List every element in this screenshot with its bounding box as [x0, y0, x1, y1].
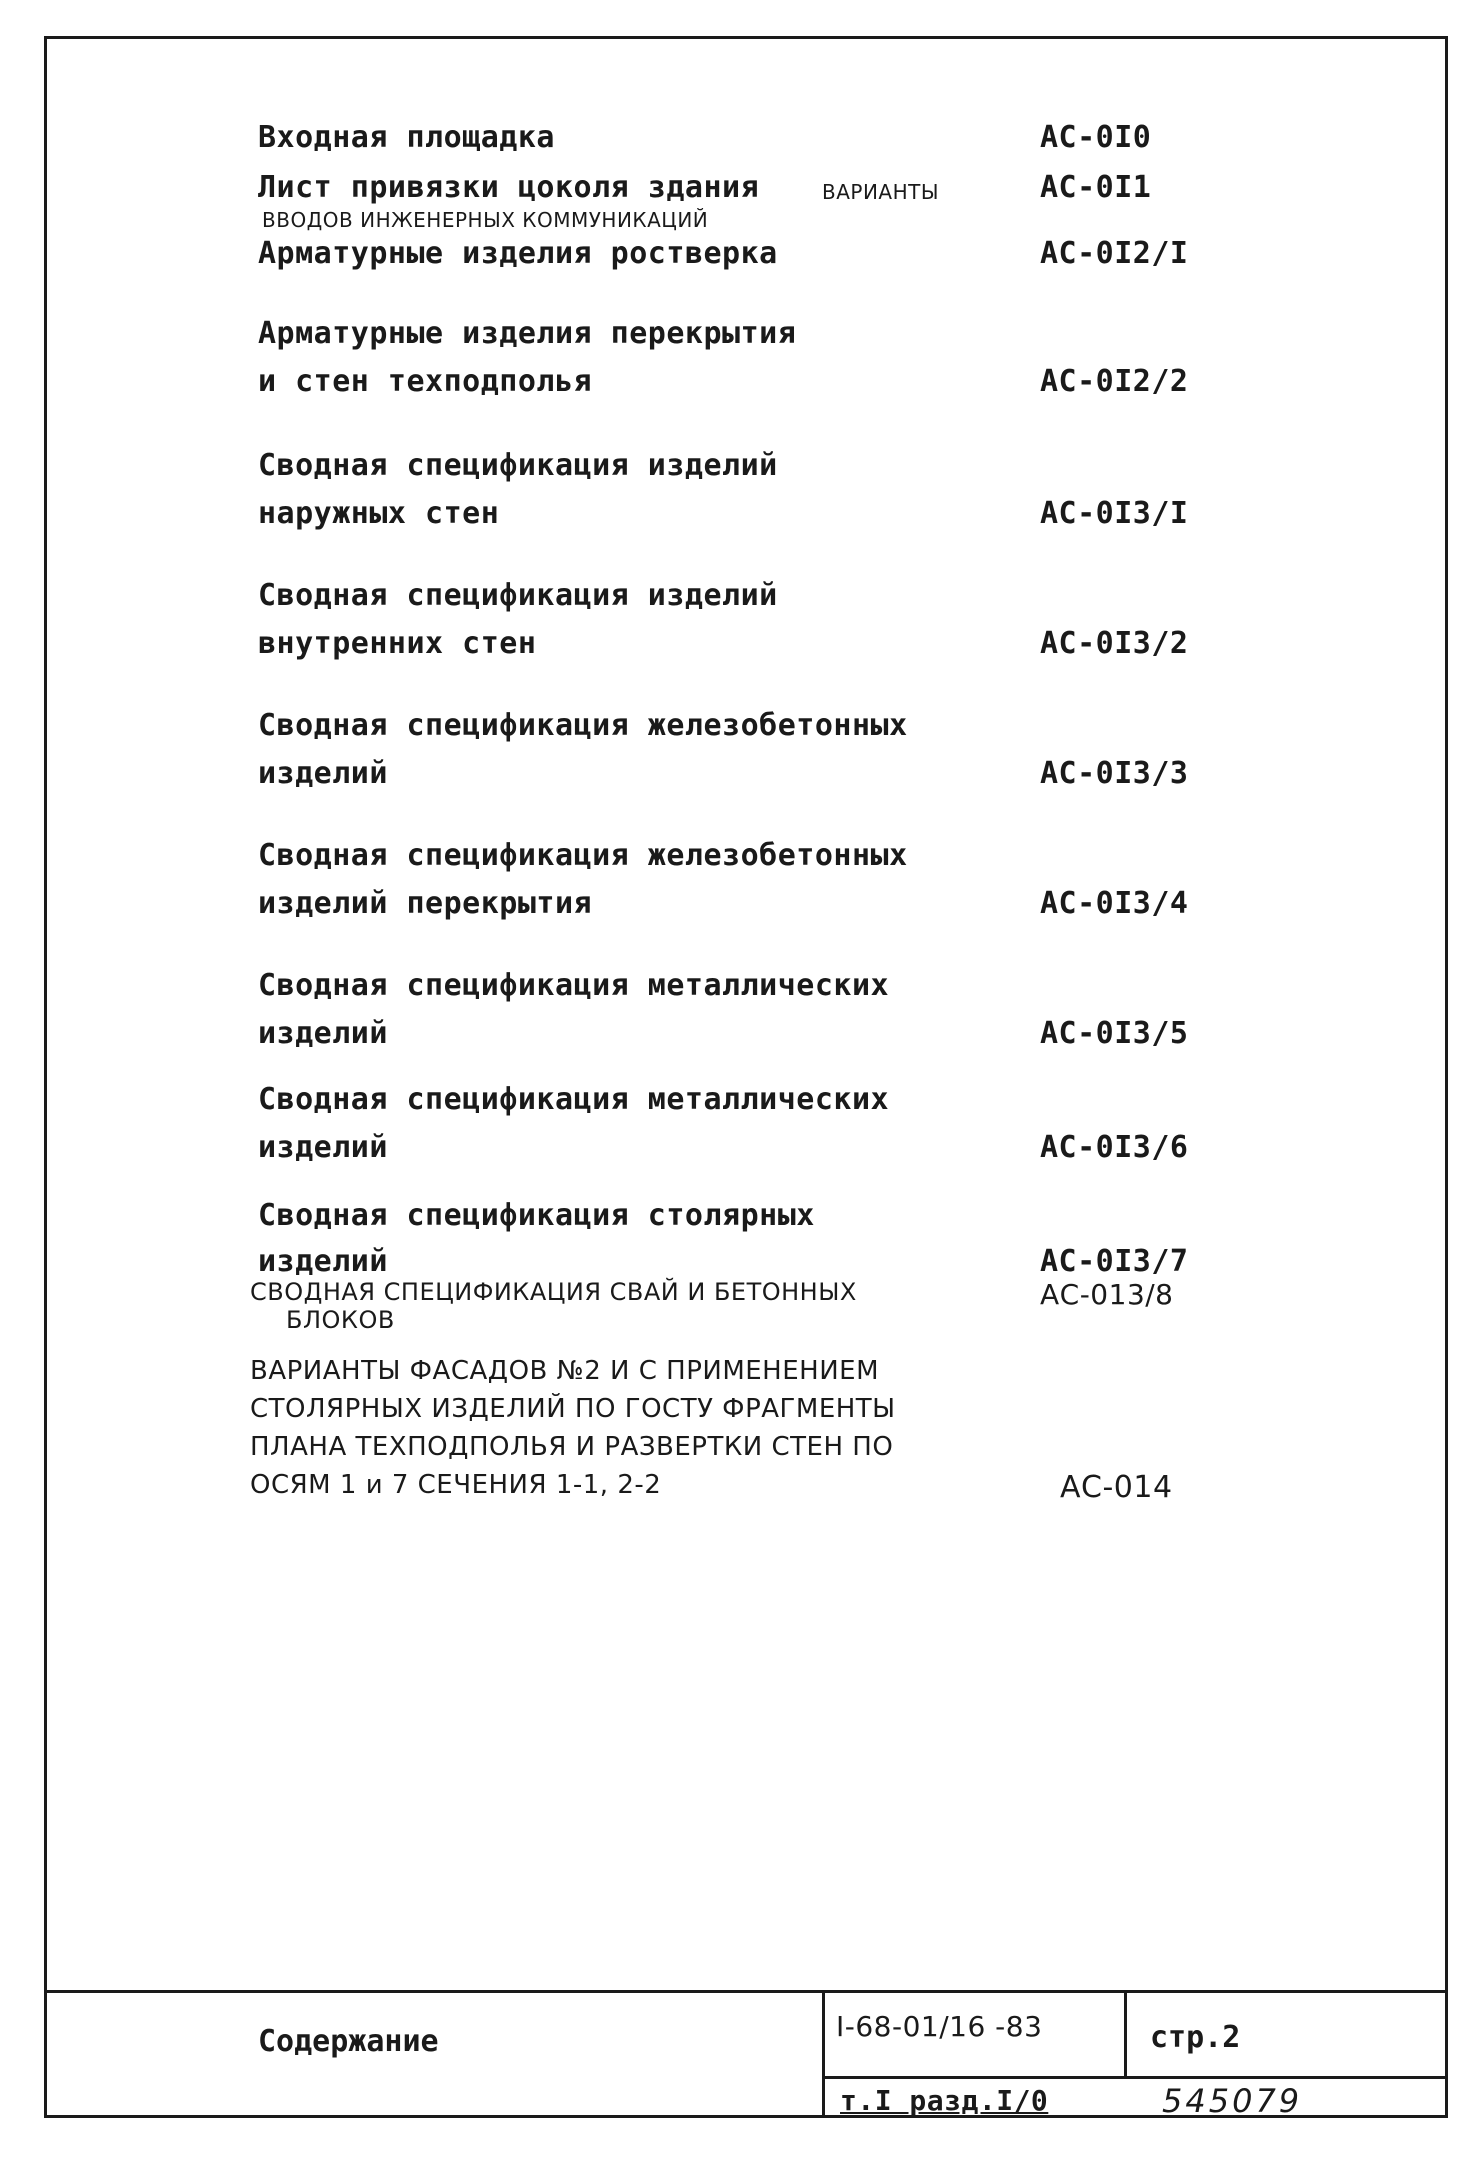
title-block-divider	[822, 1990, 825, 2118]
entry-code: АС-0I1	[1040, 170, 1152, 205]
entry-title: ОСЯМ 1 и 7 СЕЧЕНИЯ 1-1, 2-2	[250, 1470, 662, 1500]
entry-title: Сводная спецификация металлических	[258, 1082, 890, 1117]
entry-code: АС-014	[1060, 1470, 1173, 1505]
entry-title: Сводная спецификация столярных	[258, 1198, 815, 1233]
entry-title: БЛОКОВ	[286, 1306, 395, 1334]
entry-code: АС-0I0	[1040, 120, 1152, 155]
entry-code: АС-0I2/I	[1040, 236, 1189, 271]
inventory-number: 545079	[1162, 2082, 1303, 2120]
entry-title: и стен техподполья	[258, 364, 593, 399]
entry-title: Входная площадка	[258, 120, 555, 155]
entry-title: изделий	[258, 1244, 388, 1279]
entry-title: Арматурные изделия ростверка	[258, 236, 778, 271]
entry-code: АС-0I3/2	[1040, 626, 1189, 661]
entry-title: Сводная спецификация железобетонных	[258, 708, 908, 743]
entry-title: наружных стен	[258, 496, 500, 531]
entry-title: ПЛАНА ТЕХПОДПОЛЬЯ И РАЗВЕРТКИ СТЕН ПО	[250, 1432, 894, 1462]
title-block-page: стр.2	[1150, 2020, 1241, 2055]
entry-code: АС-0I2/2	[1040, 364, 1189, 399]
handwritten-note: ВАРИАНТЫ	[822, 180, 940, 204]
entry-title: изделий	[258, 756, 388, 791]
title-block-doc-code: I-68-01/16 -83	[836, 2010, 1043, 2043]
entry-code: АС-0I3/6	[1040, 1130, 1189, 1165]
entry-title: Лист привязки цоколя здания	[258, 170, 760, 205]
entry-code: АС-013/8	[1040, 1278, 1174, 1311]
entry-title: изделий	[258, 1016, 388, 1051]
entry-title: изделий перекрытия	[258, 886, 593, 921]
title-block-title: Содержание	[258, 2024, 439, 2059]
title-block-divider	[1124, 1990, 1127, 2076]
entry-title: СТОЛЯРНЫХ ИЗДЕЛИЙ ПО ГОСТУ ФРАГМЕНТЫ	[250, 1394, 896, 1424]
entry-code: АС-0I3/3	[1040, 756, 1189, 791]
title-block-top-rule	[44, 1990, 1448, 1993]
title-block-rule	[822, 2076, 1448, 2079]
entry-title: ВАРИАНТЫ ФАСАДОВ №2 И С ПРИМЕНЕНИЕМ	[250, 1356, 880, 1386]
entry-title: СВОДНАЯ СПЕЦИФИКАЦИЯ СВАЙ И БЕТОННЫХ	[250, 1278, 857, 1306]
entry-code: АС-0I3/I	[1040, 496, 1189, 531]
title-block-volume: т.I разд.I/0	[840, 2084, 1049, 2117]
handwritten-note: ВВОДОВ ИНЖЕНЕРНЫХ КОММУНИКАЦИЙ	[262, 208, 709, 232]
entry-code: АС-0I3/4	[1040, 886, 1189, 921]
entry-title: Сводная спецификация железобетонных	[258, 838, 908, 873]
entry-title: Арматурные изделия перекрытия	[258, 316, 797, 351]
entry-title: Сводная спецификация изделий	[258, 448, 778, 483]
entry-title: изделий	[258, 1130, 388, 1165]
entry-title: внутренних стен	[258, 626, 537, 661]
entry-title: Сводная спецификация изделий	[258, 578, 778, 613]
entry-code: АС-0I3/5	[1040, 1016, 1189, 1051]
entry-title: Сводная спецификация металлических	[258, 968, 890, 1003]
entry-code: АС-0I3/7	[1040, 1244, 1189, 1279]
